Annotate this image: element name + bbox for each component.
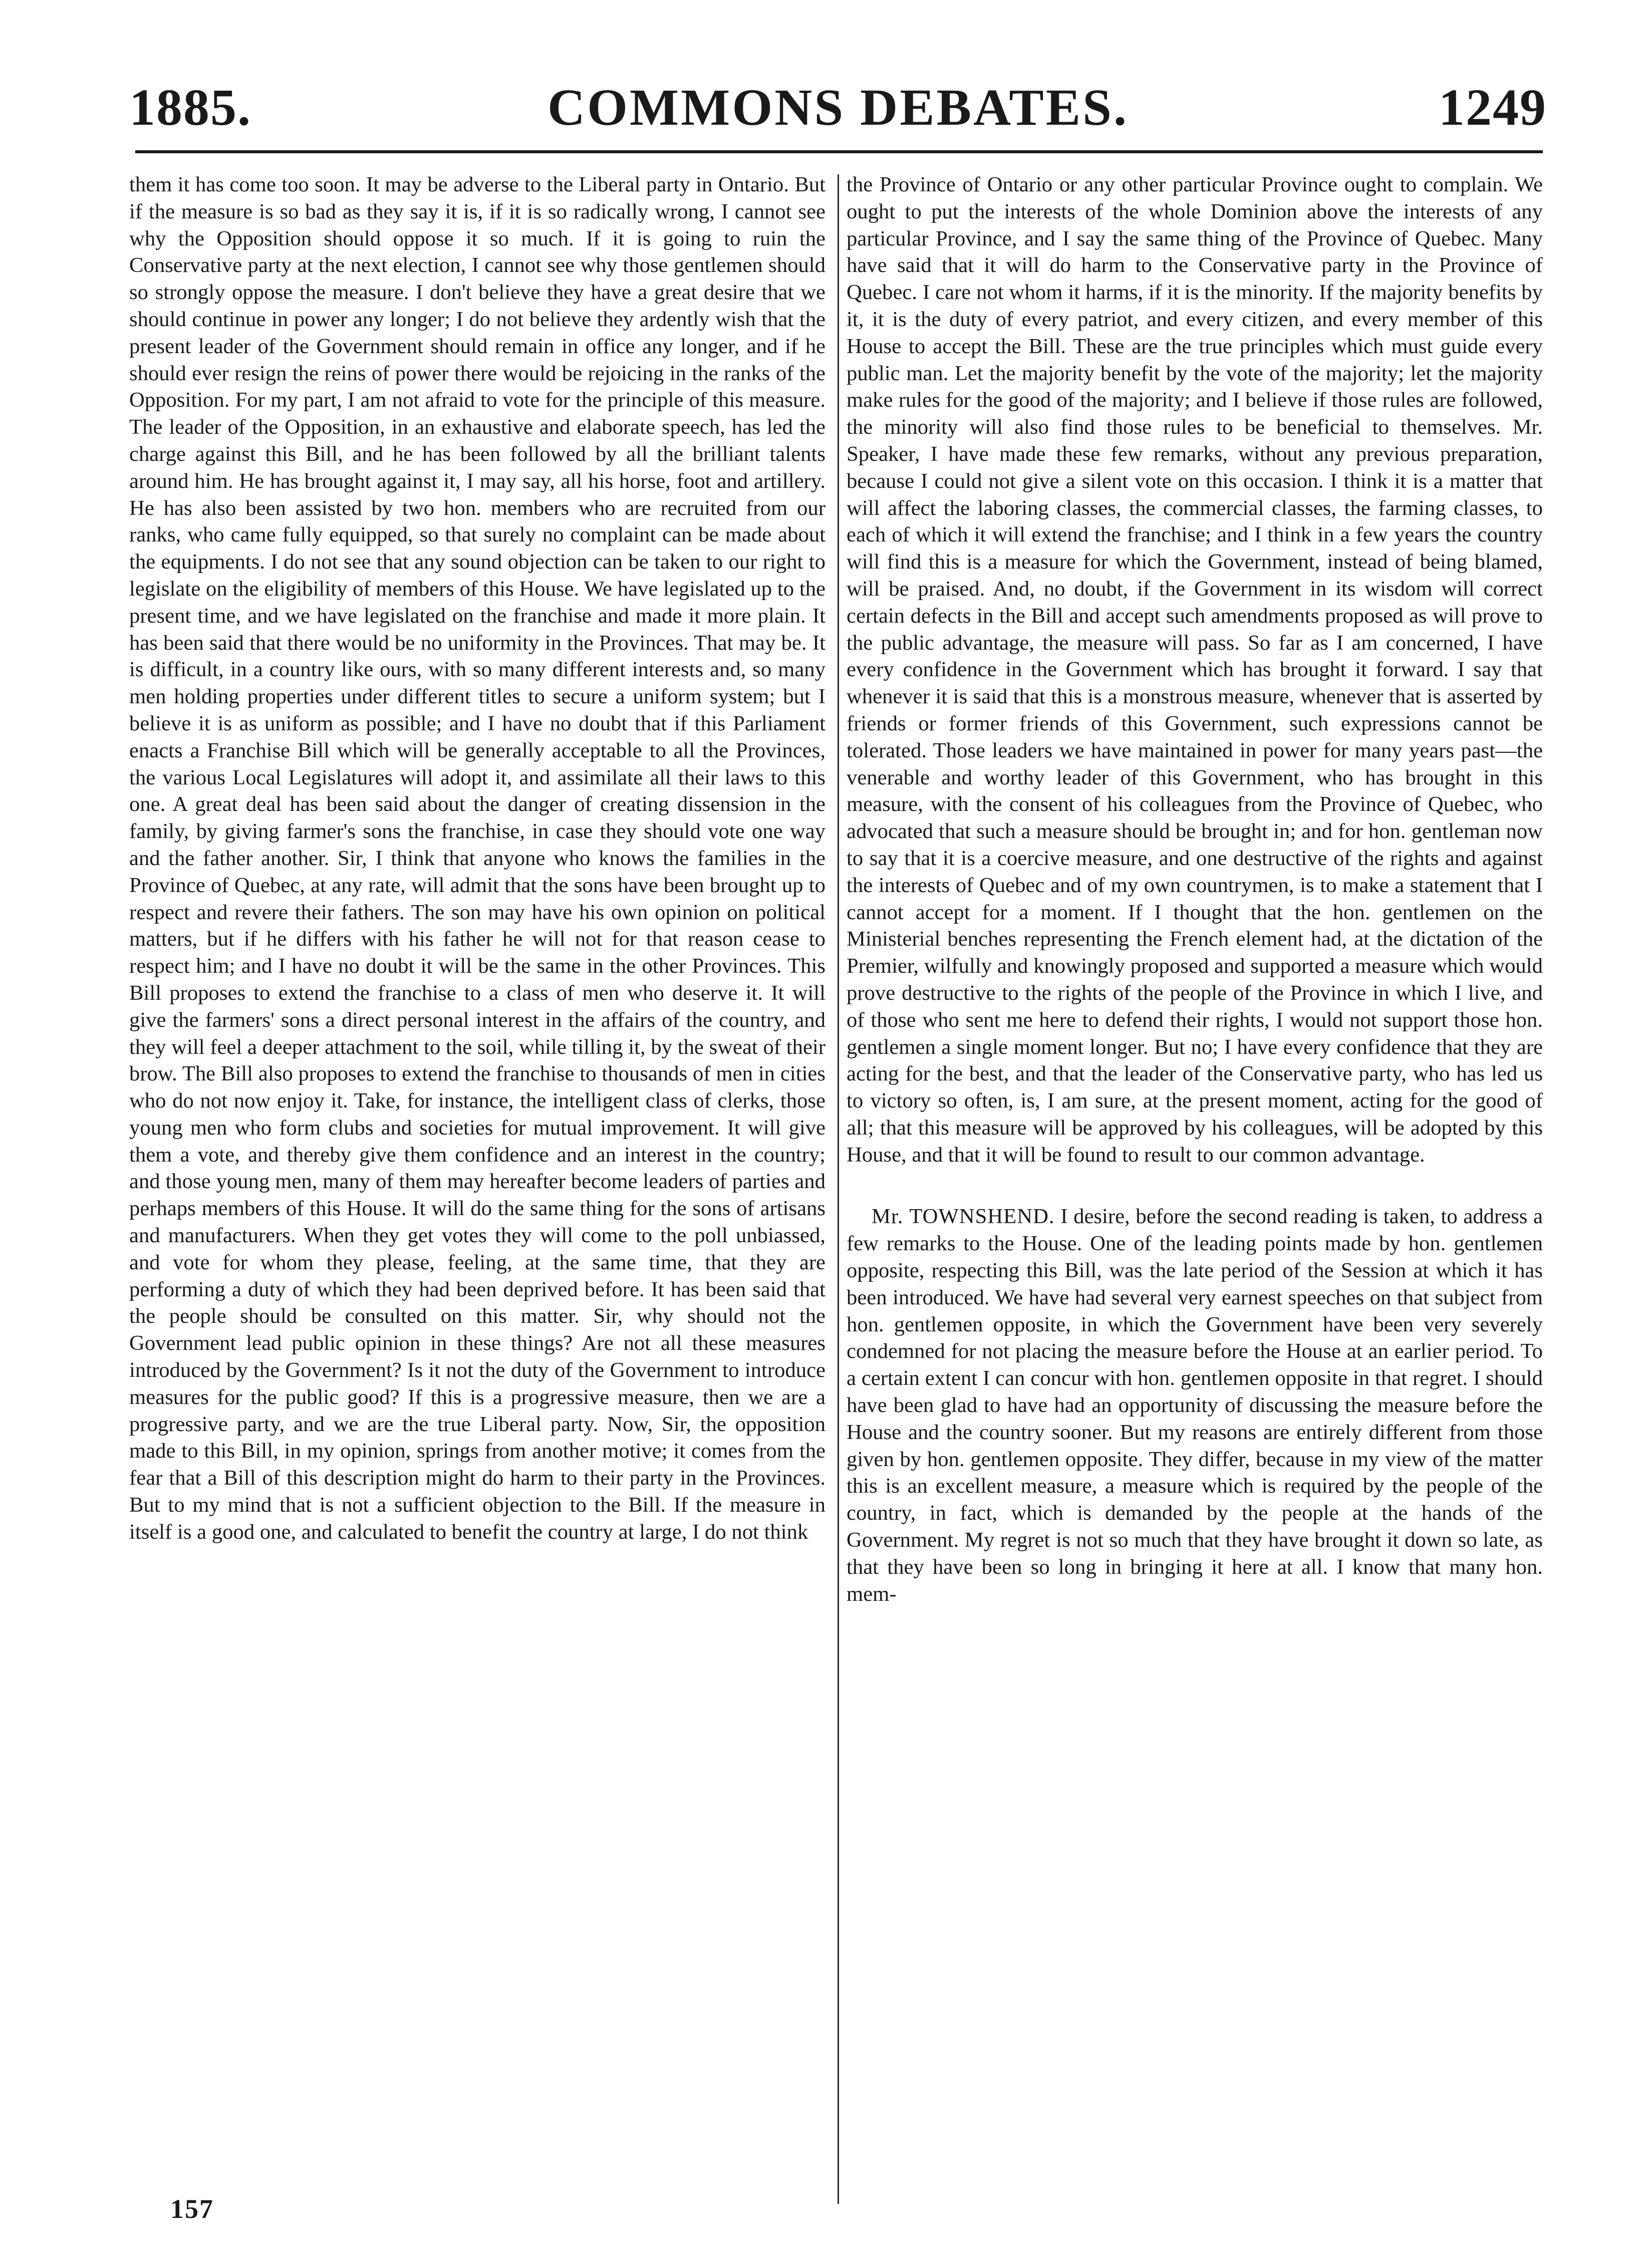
signature-mark: 157: [170, 2194, 214, 2224]
left-column: [129, 171, 825, 1546]
header-title: COMMONS DEBATES.: [547, 79, 1129, 136]
header-rule: [135, 150, 1543, 153]
paragraph-gap: [847, 1168, 1543, 1203]
right-column-paragraph-1: the Province of Ontario or any other particular Province ought to complain. We ought to put the interests of the whole Dominion above the interests of any particular Province, and I say the same thing of the Province of Quebec. Many have said that it will do harm to the Conservative party in the Province of Quebec. I care not whom it harms, if it is the minority. If the majority benefits by it, it is the duty of every patriot, and every citizen, and every member of this House to accept the Bill. These are the true principles which must guide every public man. Let the majority benefit by the vote of the majority; let the majority make rules for the good of the majority; and I believe if those rules are followed, the minority will also find those rules to be beneficial to themselves. Mr. Speaker, I have made these few remarks, without any previous preparation, because I could not give a silent vote on this occasion. I think it is a matter that will affect the laboring classes, the commercial classes, the farming classes, to each of which it will extend the franchise; and I think in a few years the country will find this is a measure for which the Government, instead of being blamed, will be praised. And, no doubt, if the Government in its wisdom will correct certain defects in the Bill and accept such amendments proposed as will prove to the public advantage, the measure will pass. So far as I am concerned, I have every confidence in the Government which has brought it forward. I say that whenever it is said that this is a monstrous measure, whenever that is asserted by friends or former friends of this Government, such expressions cannot be tolerated. Those leaders we have maintained in power for many years past—the venerable and worthy leader of this Government, who has brought in this measure, with the consent of his colleagues from the Province of Quebec, who advocated that such a measure should be brought in; and for hon. gentleman now to say that it is a coercive measure, and one destructive of the rights and against the interests of Quebec and of my own countrymen, is to make a statement that I cannot accept for a moment. If I thought that the hon. gentlemen on the Ministerial benches representing the French element had, at the dictation of the Premier, wilfully and knowingly proposed and supported a measure which would prove destructive to the rights of the people of the Province in which I live, and of those who sent me here to defend their rights, I would not support those hon. gentlemen a single moment longer. But no; I have every confidence that they are acting for the best, and that the leader of the Conservative party, who has led us to victory so often, is, I am sure, at the present moment, acting for the good of all; that this measure will be approved by his colleagues, will be adopted by this House, and that it will be found to result to our common advantage.: [847, 173, 1543, 1167]
speaker-name: Mr. TOWNSHEND.: [872, 1205, 1055, 1229]
column-divider: [838, 174, 839, 2204]
header-page-number: 1249: [1439, 79, 1547, 136]
left-column-text: them it has come too soon. It may be adverse to the Liberal party in Ontario. But if the measure is so bad as they say it is, if it is so radically wrong, I cannot see why the Opposition should oppose it so much. If it is going to ruin the Conservative party at the next election, I cannot see why those gentlemen should so strongly oppose the measure. I don't believe they have a great desire that we should continue in power any longer; I do not believe they ardently wish that the present leader of the Government should remain in office any longer, and if he should ever resign the reins of power there would be rejoicing in the ranks of the Opposition. For my part, I am not afraid to vote for the principle of this measure. The leader of the Opposition, in an exhaustive and elaborate speech, has led the charge against this Bill, and he has been followed by all the brilliant talents around him. He has brought against it, I may say, all his horse, foot and artillery. He has also been assisted by two hon. members who are recruited from our ranks, who came fully equipped, so that surely no complaint can be made about the equipments. I do not see that any sound objection can be taken to our right to legislate on the eligibility of members of this House. We have legislated up to the present time, and we have legislated on the franchise and made it more plain. It has been said that there would be no uniformity in the Provinces. That may be. It is difficult, in a country like ours, with so many different interests and, so many men holding properties under different titles to secure a uniform system; but I believe it is as uniform as possible; and I have no doubt that if this Parliament enacts a Franchise Bill which will be generally acceptable to all the Provinces, the various Local Legislatures will adopt it, and assimilate all their laws to this one. A great deal has been said about the danger of creating dissension in the family, by giving farmer's sons the franchise, in case they should vote one way and the father another. Sir, I think that anyone who knows the families in the Province of Quebec, at any rate, will admit that the sons have been brought up to respect and revere their fathers. The son may have his own opinion on political matters, but if he differs with his father he will not for that reason cease to respect him; and I have no doubt it will be the same in the other Provinces. This Bill proposes to extend the franchise to a class of men who deserve it. It will give the farmers' sons a direct personal interest in the affairs of the country, and they will feel a deeper attachment to the soil, while tilling it, by the sweat of their brow. The Bill also proposes to extend the franchise to thousands of men in cities who do not now enjoy it. Take, for instance, the intelligent class of clerks, those young men who form clubs and societies for mutual improvement. It will give them a vote, and thereby give them confidence and an interest in the country; and those young men, many of them may hereafter become leaders of parties and perhaps members of this House. It will do the same thing for the sons of artisans and manufacturers. When they get votes they will come to the poll unbiassed, and vote for whom they please, feeling, at the same time, that they are performing a duty of which they had been deprived before. It has been said that the people should be consulted on this matter. Sir, why should not the Government lead public opinion in these things? Are not all these measures introduced by the Government? Is it not the duty of the Government to introduce measures for the public good? If this is a progressive measure, then we are a progressive party, and we are the true Liberal party. Now, Sir, the opposition made to this Bill, in my opinion, springs from another motive; it comes from the fear that a Bill of this description might do harm to their party in the Provinces. But to my mind that is not a sufficient objection to the Bill. If the measure in itself is a good one, and calculated to benefit the country at large, I do not think: [129, 173, 825, 1544]
header-year: 1885.: [129, 79, 251, 136]
speaker-text: I desire, before the second reading is taken, to address a few remarks to the House. One of the leading points made by hon. gentlemen opposite, respecting this Bill, was the late period of the Session at which it has been introduced. We have had several very earnest speeches on that subject from hon. gentlemen opposite, in which the Government have been very severely condemned for not placing the measure before the House at an earlier period. To a certain extent I can concur with hon. gentlemen opposite in that regret. I should have been glad to have had an opportunity of discussing the measure before the House and the country sooner. But my reasons are entirely different from those given by hon. gentlemen opposite. They differ, because in my view of the matter this is an excellent measure, a measure which is required by the people of the country, in fact, which is demanded by the people at the hands of the Government. My regret is not so much that they have brought it down so late, as that they have been so long in bringing it here at all. I know that many hon. mem-: [847, 1205, 1543, 1606]
right-column: [847, 171, 1543, 1607]
right-column-paragraph-2: [847, 1203, 1543, 1607]
page-header: [129, 75, 1547, 140]
